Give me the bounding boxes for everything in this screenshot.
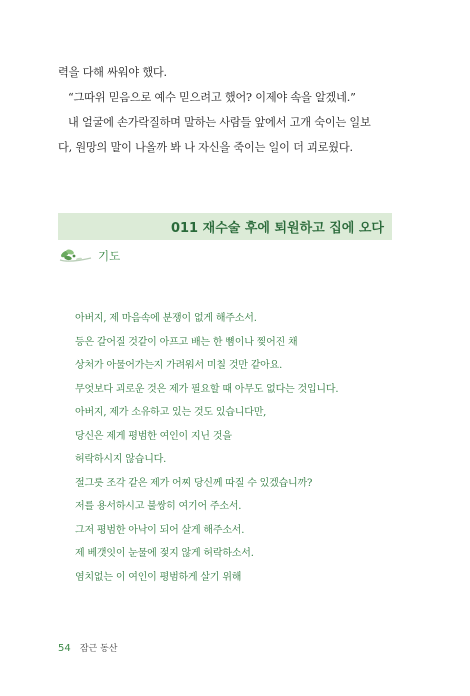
prayer-line: 그저 평범한 아낙이 되어 살게 해주소서.: [75, 524, 245, 536]
prayer-line: 당신은 제게 평범한 여인이 지닌 것을: [75, 430, 232, 442]
prayer-line: 아버지, 제가 소유하고 있는 것도 있습니다만,: [75, 407, 267, 418]
chapter-title: 011 재수술 후에 퇴원하고 집에 오다: [170, 221, 384, 236]
prose-line: 내 얼굴에 손가락질하며 말하는 사람들 앞에서 고개 숙이는 일보: [68, 116, 371, 129]
prayer-line: 제 베갯잇이 눈물에 젖지 않게 허락하소서.: [75, 548, 254, 559]
chapter-heading-bar: [58, 213, 392, 240]
prayer-line: 절그릇 조각 같은 제가 어찌 당신께 따질 수 있겠습니까?: [75, 477, 313, 489]
prayer-text: [75, 307, 395, 589]
prayer-line: 상처가 아물어가는지 가려워서 미칠 것만 같아요.: [75, 360, 283, 371]
prayer-line: 염치없는 이 여인이 평범하게 살기 위해: [75, 571, 242, 583]
prayer-line: 아버지, 제 마음속에 분쟁이 없게 해주소서.: [75, 313, 257, 324]
prose-line: 다, 원망의 말이 나올까 봐 나 자신을 죽이는 일이 더 괴로웠다.: [58, 141, 353, 154]
prayer-line: 허락하시지 않습니다.: [75, 454, 167, 465]
page-footer: [58, 636, 117, 655]
prose-line: “그따위 믿음으로 예수 믿으려고 했어? 이제야 속을 알겠네.”: [68, 91, 356, 104]
leaf-sprig-icon: [58, 247, 92, 265]
page-number: 54: [58, 643, 71, 654]
prayer-line: 저를 용서하시고 불쌍히 여기어 주소서.: [75, 501, 242, 512]
body-text: [58, 60, 388, 160]
prayer-line: 등은 갈어질 것같이 아프고 배는 한 뼘이나 찢어진 채: [75, 336, 298, 348]
running-book-title: 잠근 동산: [79, 644, 118, 654]
prose-line: 력을 다해 싸워야 했다.: [58, 66, 167, 79]
prayer-line: 무엇보다 괴로운 것은 제가 필요할 때 아무도 없다는 것입니다.: [75, 383, 339, 395]
section-title: 기도: [98, 249, 121, 263]
